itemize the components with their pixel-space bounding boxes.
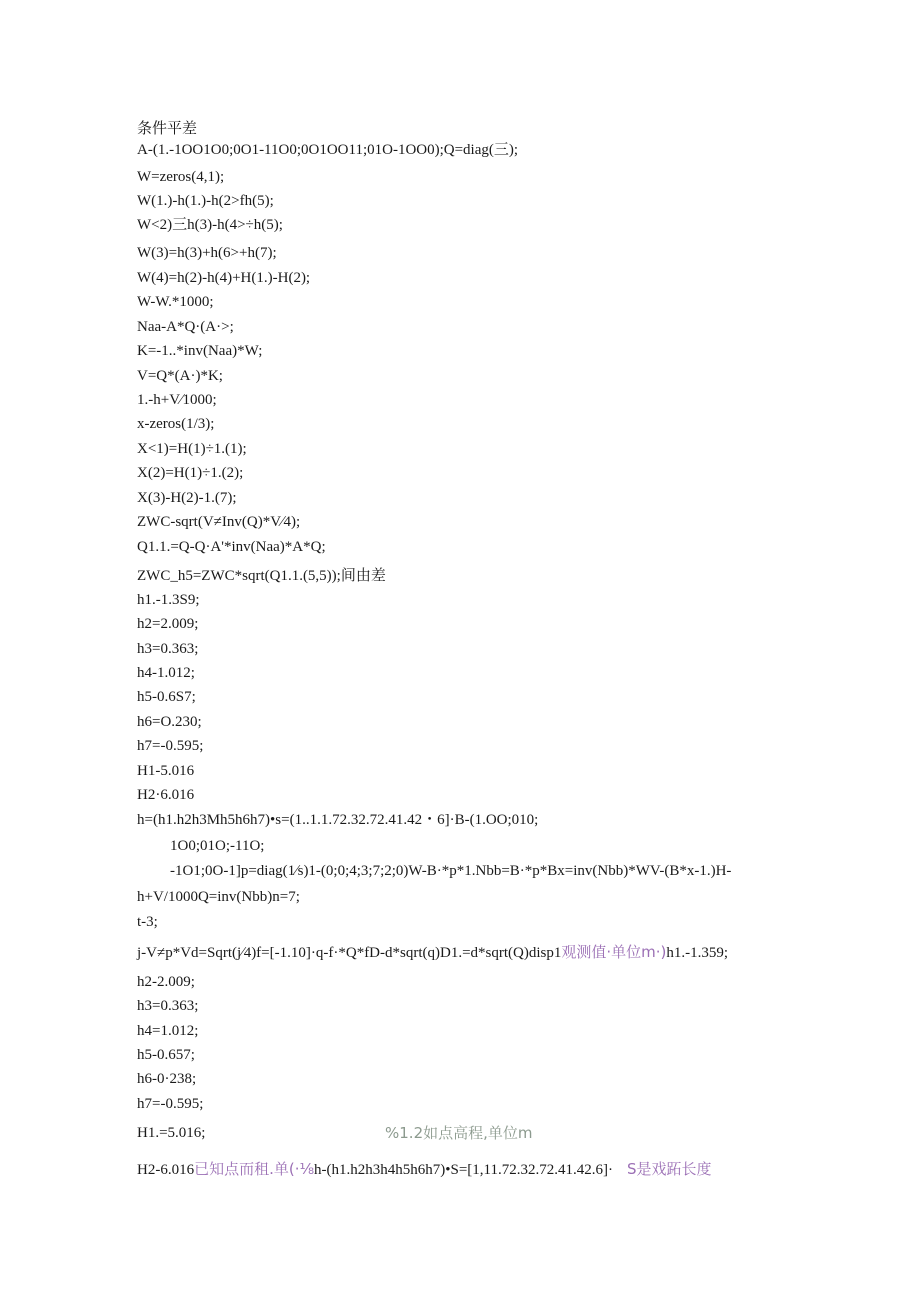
matrix-line: -1O1;0O-1]p=diag(1∕s)1-(0;0;4;3;7;2;0)W-B·*p*1.Nbb=B·*p*Bx=inv(Nbb)*WV-(B*x-1.)H- [170,863,732,879]
disp-tail: h1.-1.359; [666,945,729,961]
code-line: Naa-A*Q·(A·>; [137,319,234,335]
code-line: W-W.*1000; [137,294,214,310]
h-value-line: H2·6.016 [137,787,195,803]
h-value-line: h5-0.6S7; [137,689,196,705]
h1-line [137,1124,533,1142]
h2-comment: 已知点而租.单(·⅛ [194,1160,315,1178]
h-value-line: H1-5.016 [137,763,195,779]
zwc-suffix: 间由差 [340,566,386,584]
h2-code: H2-6.016 [137,1162,195,1178]
h-value-line: h5-0.657; [137,1047,195,1063]
code-line: X(2)=H(1)÷1.(2); [137,465,244,481]
code-line: V=Q*(A·)*K; [137,368,223,384]
matrix-line: t-3; [137,914,158,930]
code-line: X(3)-H(2)-1.(7); [137,490,237,506]
matrix-line: h+V/1000Q=inv(Nbb)n=7; [137,889,300,905]
code-line: W<2)三h(3)-h(4>÷h(5); [137,217,283,233]
code-line: W=zeros(4,1); [137,169,225,185]
h-value-line: h4=1.012; [137,1023,199,1039]
h-value-line: h4-1.012; [137,665,195,681]
h-value-line: h3=0.363; [137,641,199,657]
disp-code: j-V≠p*Vd=Sqrt(j∕4)f=[-1.10]·q-f·*Q*fD-d*sqrt(q)D1.=d*sqrt(Q)disp1 [137,945,562,961]
h-value-line: h7=-0.595; [137,738,204,754]
matrix-line: h=(h1.h2h3Mh5h6h7)•s=(1..1.1.72.32.72.41.42・6]·B-(1.OO;010; [137,812,539,828]
code-line: X<1)=H(1)÷1.(1); [137,441,247,457]
h-value-line: h7=-0.595; [137,1096,204,1112]
h2-comment2: S是戏跖长度 [626,1160,712,1178]
h-value-line: h2=2.009; [137,616,199,632]
h-value-line: h6=O.230; [137,714,202,730]
h-value-line: h1.-1.3S9; [137,592,200,608]
h-value-line: h6-0·238; [137,1071,197,1087]
disp-comment: 观测值·单位m·) [561,943,667,961]
code-line: W(3)=h(3)+h(6>+h(7); [137,245,277,261]
code-line: Q1.1.=Q-Q·A'*inv(Naa)*A*Q; [137,539,326,555]
code-line: x-zeros(1/3); [137,416,215,432]
h2-code2: h-(h1.h2h3h4h5h6h7)•S=[1,11.72.32.72.41.42.6]· [314,1162,613,1178]
doc-title: 条件平差 [137,119,198,137]
code-line: ZWC-sqrt(V≠Inv(Q)*V∕4); [137,514,301,530]
h-value-line: h2-2.009; [137,974,195,990]
h-value-line: h3=0.363; [137,998,199,1014]
h1-code: H1.=5.016; [137,1125,206,1141]
code-line: K=-1..*inv(Naa)*W; [137,343,263,359]
zwc-code: ZWC_h5=ZWC*sqrt(Q1.1.(5,5)); [137,568,341,584]
zwc-line [137,566,386,585]
h1-comment: %1.2如点高程,单位m [385,1124,533,1142]
h2-line [137,1160,712,1179]
code-line: A-(1.-1OO1O0;0O1-11O0;0O1OO11;01O-1OO0);Q=diag(三); [137,142,519,158]
code-line: W(1.)-h(1.)-h(2>fh(5); [137,193,274,209]
code-line: W(4)=h(2)-h(4)+H(1.)-H(2); [137,270,311,286]
matrix-line: 1O0;01O;-11O; [170,838,265,854]
disp-line [137,943,728,962]
code-line: 1.-h+V∕1000; [137,392,217,408]
